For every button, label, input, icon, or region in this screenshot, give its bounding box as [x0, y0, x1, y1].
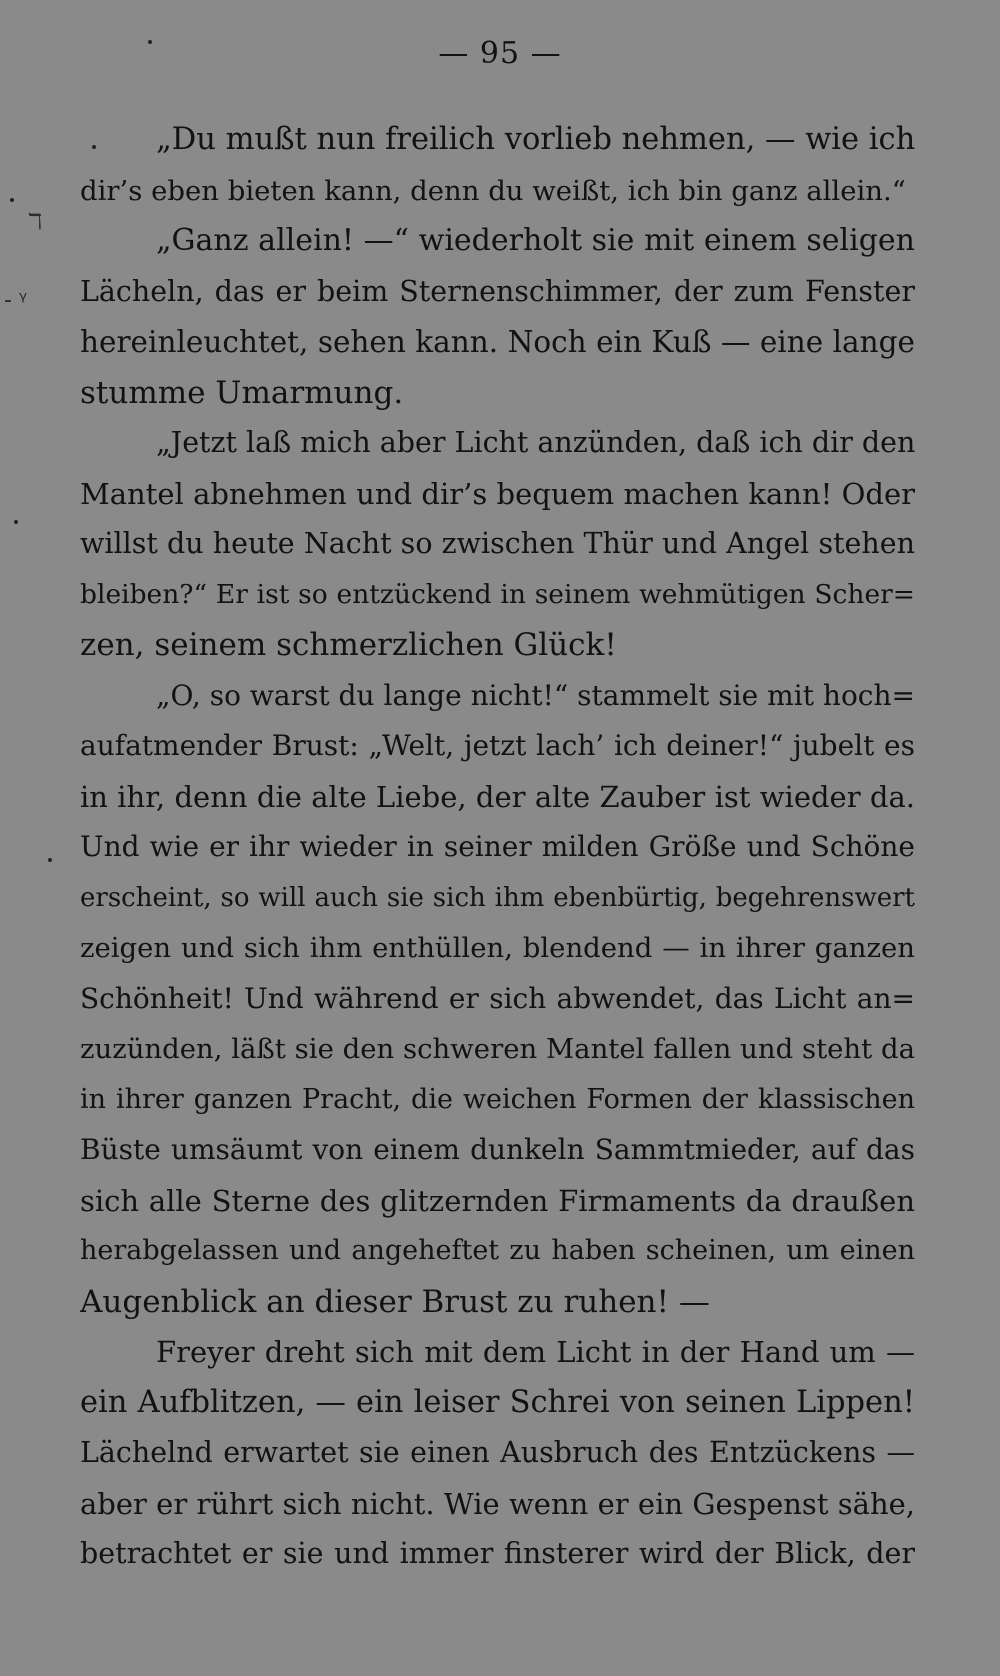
text-line: „Ganz allein! —“ wiederholt sie mit einem seligen	[156, 223, 915, 258]
text-line: in ihrer ganzen Pracht, die weichen Formen der klassischen	[80, 1083, 915, 1115]
margin-mark: - ᵞ	[4, 288, 28, 313]
text-line: stumme Umarmung.	[80, 374, 404, 411]
text-line: bleiben?“ Er ist so entzückend in seinem wehmütigen Scher=	[80, 578, 915, 610]
text-line: aber er rührt sich nicht. Wie wenn er ein Gespenst sähe,	[80, 1486, 915, 1521]
text-line: Mantel abnehmen und dir’s bequem machen kann! Oder	[80, 476, 915, 511]
text-line: Freyer dreht sich mit dem Licht in der Hand um —	[156, 1335, 915, 1369]
paper-speck	[10, 198, 14, 202]
text-line: herabgelassen und angeheftet zu haben scheinen, um einen	[80, 1235, 915, 1266]
text-line: Schönheit! Und während er sich abwendet, das Licht an=	[80, 981, 915, 1015]
text-line: zeigen und sich ihm enthüllen, blendend — in ihrer ganzen	[80, 932, 915, 964]
text-line: willst du heute Nacht so zwischen Thür und Angel stehen	[80, 527, 915, 560]
text-line: hereinleuchtet, sehen kann. Noch ein Kuß — eine lange	[80, 325, 915, 359]
text-line: Augenblick an dieser Brust zu ruhen! —	[80, 1283, 710, 1320]
text-line: aufatmender Brust: „Welt, jetzt lach’ ich deiner!“ jubelt es	[80, 729, 915, 762]
text-line: „Du mußt nun freilich vorlieb nehmen, — wie ich	[156, 122, 915, 157]
text-line: dir’s eben bieten kann, denn du weißt, ich bin ganz allein.“	[80, 174, 906, 207]
page-number: — 95 —	[438, 36, 562, 71]
text-line: zuzünden, läßt sie den schweren Mantel fallen und steht da	[80, 1033, 915, 1065]
margin-mark: ℸ	[28, 210, 43, 235]
text-line: „Jetzt laß mich aber Licht anzünden, daß ich dir den	[156, 426, 915, 459]
text-line: erscheint, so will auch sie sich ihm ebenbürtig, begehrenswert	[80, 882, 915, 913]
paper-speck	[48, 858, 52, 862]
text-line: in ihr, denn die alte Liebe, der alte Zauber ist wieder da.	[80, 779, 915, 814]
text-line: Lächelnd erwartet sie einen Ausbruch des Entzückens —	[80, 1436, 915, 1469]
text-line: betrachtet er sie und immer finsterer wird der Blick, der	[80, 1537, 915, 1570]
text-line: Und wie er ihr wieder in seiner milden Größe und Schöne	[80, 830, 915, 863]
text-line: zen, seinem schmerzlichen Glück!	[80, 627, 617, 663]
page-text	[80, 115, 915, 1580]
text-line: Lächeln, das er beim Sternenschimmer, der zum Fenster	[80, 274, 915, 308]
text-line: sich alle Sterne des glitzernden Firmaments da draußen	[80, 1183, 915, 1218]
text-line: ein Aufblitzen, — ein leiser Schrei von seinen Lippen!	[80, 1384, 915, 1420]
paper-speck	[14, 520, 18, 524]
text-line: „O, so warst du lange nicht!“ stammelt sie mit hoch=	[156, 678, 915, 712]
text-line: Büste umsäumt von einem dunkeln Sammtmieder, auf das	[80, 1133, 915, 1166]
paper-speck	[148, 40, 152, 44]
